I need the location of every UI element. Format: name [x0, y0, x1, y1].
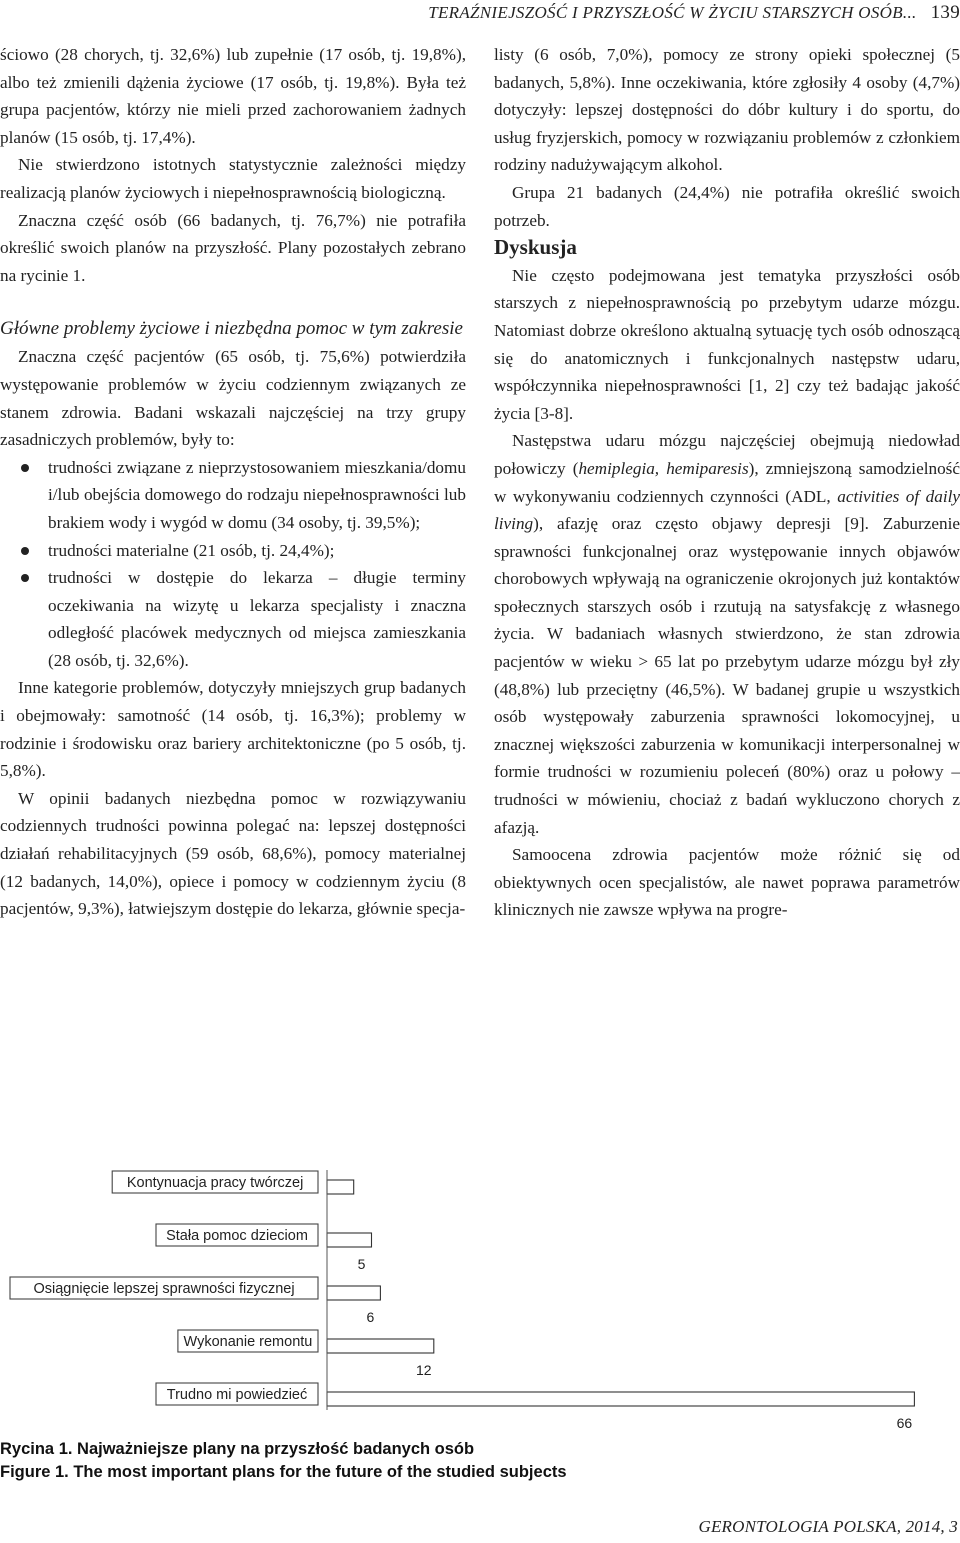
right-paragraph-3: Nie często podejmowana jest tematyka przyszłości osób starszych z niepełnosprawnością po przebytym udarze mózgu. Natomiast dobrze określono aktualną sytuację tych osób odnoszącą się do anatomicznych i funkcjonalnych następstw udaru, współczynnika niepełnosprawności [1, 2] czy też badając jakość życia [3-8].: [494, 265, 960, 423]
data-label: 6: [366, 1309, 375, 1325]
bullet-icon: [21, 464, 29, 472]
left-column: [0, 41, 466, 923]
left-paragraph-3: Znaczna część osób (66 badanych, tj. 76,7%) nie potrafiła określić swoich planów na przyszłość. Plany pozostałych zebrano na rycinie 1.: [0, 210, 466, 285]
data-label: 66: [896, 1415, 913, 1431]
bar: [327, 1339, 434, 1353]
running-title: TERAŹNIEJSZOŚĆ I PRZYSZŁOŚĆ W ŻYCIU STARSZYCH OSÓB...: [428, 3, 917, 22]
right-column: [494, 41, 960, 924]
section-heading-problems: Główne problemy życiowe i niezbędna pomoc w tym zakresie: [0, 318, 463, 340]
figure-caption-pl: Rycina 1. Najważniejsze plany na przyszłość badanych osób: [0, 1440, 475, 1458]
left-paragraph-6: W opinii badanych niezbędna pomoc w rozwiązywaniu codziennych trudności powinna polegać na: lepszej dostępności działań rehabilitacyjnych (59 osób, 68,6%), pomocy materialnej (12 badanych, 14,0%), opiece i pomocy w codziennym życiu (8 pacjentów, 9,3%), łatwiejszym dostępie do lekarza, głównie specja-: [0, 788, 466, 919]
figure-caption-en: Figure 1. The most important plans for the future of the studied subjects: [0, 1463, 567, 1481]
list-item: trudności w dostępie do lekarza – długie terminy oczekiwania na wizytę u lekarza specjalisty i znaczna odległość placówek medycznych od miejsca zamieszkania (28 osób, tj. 32,6%).: [0, 564, 466, 674]
page-number: 139: [930, 2, 960, 23]
bar: [327, 1233, 372, 1247]
problem-list: [0, 454, 466, 675]
category-label: Wykonanie remontu: [183, 1334, 313, 1350]
right-paragraph-1: listy (6 osób, 7,0%), pomocy ze strony opieki społecznej (5 badanych, 5,8%). Inne oczekiwania, które zgłosiły 4 osoby (4,7%) dotyczyły: lepszej dostępności do dóbr kultury i do sportu, do usług fryzjerskich, pomocy w rozwiązaniu problemów z członkiem rodziny nadużywającym alkohol.: [494, 45, 960, 175]
right-paragraph-5: Samoocena zdrowia pacjentów może różnić się od obiektywnych ocen specjalistów, ale nawet poprawa parametrów klinicznych nie zawsze wpływa na progre-: [494, 845, 960, 920]
bar: [327, 1286, 380, 1300]
bar-chart: [0, 1170, 960, 1431]
list-item: trudności materialne (21 osób, tj. 24,4%);: [0, 537, 466, 565]
list-item: trudności związane z nieprzystosowaniem mieszkania/domu i/lub obejścia domowego do rodzaju niepełnosprawności lub brakiem wody i wygód w domu (34 osoby, tj. 39,5%);: [0, 454, 466, 537]
bar: [327, 1392, 914, 1406]
figure-1: [0, 1170, 960, 1431]
left-paragraph-5: Inne kategorie problemów, dotyczyły mniejszych grup badanych i obejmowały: samotność (14 osób, tj. 16,3%); problemy w rodzinie i środowisku oraz bariery architektoniczne (po 5 osób, tj. 5,8%).: [0, 678, 466, 781]
category-label: Stała pomoc dzieciom: [166, 1228, 308, 1244]
section-heading-discussion: Dyskusja: [494, 235, 577, 260]
category-label: Kontynuacja pracy twórczej: [126, 1175, 304, 1191]
right-paragraph-4: Następstwa udaru mózgu najczęściej obejmują niedowład połowiczy (hemiplegia, hemiparesis), zmniejszoną samodzielność w wykonywaniu codziennych czynności (ADL, activities of daily living), afazję oraz często objawy depresji [9]. Zaburzenie sprawności funkcjonalnej oraz występowanie innych objawów chorobowych wpływają na ograniczenie okrojonych już kontaktów społecznych starszych osób i rzutują na satysfakcję z własnego życia. W badaniach własnych stwierdzono, że stan zdrowia pacjentów w wieku > 65 lat po przebytym udarze mózgu był zły (48,8%) lub przeciętny (46,5%). W badanej grupie u wszystkich osób występowały zaburzenia sprawności lokomocyjnej, u znacznej większości zaburzenia w komunikacji interpersonalnej w formie trudności w rozumieniu poleceń (80%) oraz u połowy – trudności w mówieniu, chociaż z badań wykluczono chorych z afazją.: [494, 431, 960, 837]
bullet-icon: [21, 574, 29, 582]
bullet-icon: [21, 547, 29, 555]
category-label: Osiągnięcie lepszej sprawności fizycznej: [33, 1281, 295, 1297]
left-paragraph-1: ściowo (28 chorych, tj. 32,6%) lub zupełnie (17 osób, tj. 19,8%), albo też zmienili dążenia życiowe (17 osób, tj. 19,8%). Była też grupa pacjentów, którzy nie mieli przed zachorowaniem żadnych planów (15 osób, tj. 17,4%).: [0, 45, 466, 147]
left-paragraph-4: Znaczna część pacjentów (65 osób, tj. 75,6%) potwierdziła występowanie problemów w życiu codziennym związanych ze stanem zdrowia. Badani wskazali najczęściej na trzy grupy zasadniczych problemów, były to:: [0, 347, 466, 450]
category-label: Trudno mi powiedzieć: [166, 1387, 308, 1403]
bar: [327, 1180, 354, 1194]
data-label: 12: [416, 1362, 432, 1378]
right-paragraph-2: Grupa 21 badanych (24,4%) nie potrafiła określić swoich potrzeb.: [494, 182, 960, 230]
journal-footer: GERONTOLOGIA POLSKA, 2014, 3: [698, 1517, 958, 1536]
left-paragraph-2: Nie stwierdzono istotnych statystycznie zależności między realizacją planów życiowych i niepełnosprawnością biologiczną.: [0, 155, 466, 202]
running-head: [0, 2, 960, 24]
data-label: 5: [357, 1256, 366, 1272]
